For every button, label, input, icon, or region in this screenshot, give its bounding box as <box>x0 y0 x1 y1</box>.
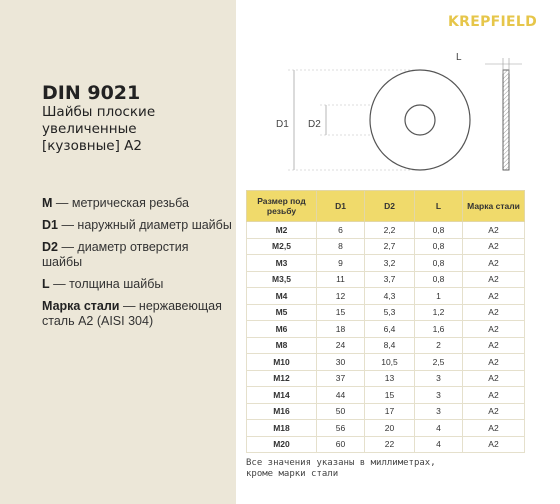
table-cell: 24 <box>317 337 365 354</box>
table-cell: 3 <box>415 370 463 387</box>
table-cell: 60 <box>317 436 365 453</box>
table-cell: 2,2 <box>365 222 415 239</box>
table-cell: A2 <box>463 387 525 404</box>
table-cell: 8 <box>317 238 365 255</box>
table-cell: A2 <box>463 337 525 354</box>
table-cell: 0,8 <box>415 271 463 288</box>
table-cell: M6 <box>247 321 317 338</box>
definition-desc: — диаметр отверстия шайбы <box>42 240 189 269</box>
column-header-d1: D1 <box>317 191 365 222</box>
subtitle-line: [кузовные] А2 <box>42 138 142 154</box>
definition-term: M <box>42 196 53 210</box>
definition-term: D2 <box>42 240 58 254</box>
table-cell: 2 <box>415 337 463 354</box>
definition-item <box>42 240 232 270</box>
definition-desc: — нержавеющая сталь A2 (AISI 304) <box>42 299 222 328</box>
left-panel <box>0 0 236 504</box>
table-cell: 50 <box>317 403 365 420</box>
table-cell: 17 <box>365 403 415 420</box>
table-row <box>247 222 525 239</box>
table-row <box>247 354 525 371</box>
brand-logo: KREPFIELD <box>448 14 538 30</box>
d2-label: D2 <box>308 119 321 130</box>
table-row <box>247 238 525 255</box>
table-cell: 2,5 <box>415 354 463 371</box>
table-cell: 0,8 <box>415 238 463 255</box>
table-cell: 18 <box>317 321 365 338</box>
table-row <box>247 370 525 387</box>
table-cell: A2 <box>463 370 525 387</box>
table-cell: 15 <box>365 387 415 404</box>
table-row <box>247 403 525 420</box>
table-row <box>247 304 525 321</box>
table-cell: 44 <box>317 387 365 404</box>
definition-term: D1 <box>42 218 58 232</box>
table-cell: A2 <box>463 403 525 420</box>
dimensions-table <box>246 190 525 453</box>
footnote <box>246 458 486 480</box>
table-cell: A2 <box>463 354 525 371</box>
definition-desc: — наружный диаметр шайбы <box>57 218 232 232</box>
table-cell: M4 <box>247 288 317 305</box>
table-cell: 3,7 <box>365 271 415 288</box>
table-cell: 22 <box>365 436 415 453</box>
definitions-list <box>42 196 232 336</box>
table-row <box>247 387 525 404</box>
table-cell: M10 <box>247 354 317 371</box>
table-cell: 3 <box>415 387 463 404</box>
table-cell: 9 <box>317 255 365 272</box>
table-cell: 20 <box>365 420 415 437</box>
table-cell: 37 <box>317 370 365 387</box>
table-cell: M3 <box>247 255 317 272</box>
table-cell: M12 <box>247 370 317 387</box>
table-cell: 56 <box>317 420 365 437</box>
table-cell: 11 <box>317 271 365 288</box>
table-cell: M2,5 <box>247 238 317 255</box>
table-cell: A2 <box>463 238 525 255</box>
subtitle-line: увеличенные <box>42 121 137 137</box>
footnote-line: Все значения указаны в миллиметрах, <box>246 458 436 468</box>
definition-term: Марка стали <box>42 299 120 313</box>
table-body <box>247 222 525 453</box>
table-cell: 15 <box>317 304 365 321</box>
definition-item <box>42 218 232 233</box>
table-header-row <box>247 191 525 222</box>
page-title: DIN 9021 <box>42 82 141 104</box>
table-cell: A2 <box>463 255 525 272</box>
definition-desc: — метрическая резьба <box>52 196 190 210</box>
column-header-steel: Марка стали <box>463 191 525 222</box>
table-row <box>247 255 525 272</box>
definition-item <box>42 196 232 211</box>
table-cell: 3,2 <box>365 255 415 272</box>
table-cell: M2 <box>247 222 317 239</box>
definition-item <box>42 277 232 292</box>
definition-desc: — толщина шайбы <box>49 277 164 291</box>
table-row <box>247 436 525 453</box>
table-cell: 4,3 <box>365 288 415 305</box>
table-cell: 30 <box>317 354 365 371</box>
table-cell: 1,6 <box>415 321 463 338</box>
table-cell: 6 <box>317 222 365 239</box>
table-cell: A2 <box>463 304 525 321</box>
table-cell: A2 <box>463 271 525 288</box>
table-cell: 4 <box>415 436 463 453</box>
table-cell: M14 <box>247 387 317 404</box>
table-cell: 6,4 <box>365 321 415 338</box>
page-subtitle <box>42 104 232 155</box>
table-cell: 3 <box>415 403 463 420</box>
table-cell: 5,3 <box>365 304 415 321</box>
table-cell: 1,2 <box>415 304 463 321</box>
table-cell: M5 <box>247 304 317 321</box>
table-cell: M8 <box>247 337 317 354</box>
table-row <box>247 288 525 305</box>
table-cell: 1 <box>415 288 463 305</box>
table-cell: A2 <box>463 222 525 239</box>
table-cell: A2 <box>463 420 525 437</box>
table-cell: 8,4 <box>365 337 415 354</box>
subtitle-line: Шайбы плоские <box>42 104 156 120</box>
table-cell: 0,8 <box>415 222 463 239</box>
table-cell: 0,8 <box>415 255 463 272</box>
table-cell: 13 <box>365 370 415 387</box>
table-row <box>247 271 525 288</box>
table-cell: M20 <box>247 436 317 453</box>
table-cell: A2 <box>463 321 525 338</box>
d1-label: D1 <box>276 119 289 130</box>
definition-item <box>42 299 232 329</box>
washer-hole-circle <box>405 105 435 135</box>
washer-side-view <box>503 70 509 170</box>
footnote-line: кроме марки стали <box>246 469 339 479</box>
column-header-size: Размер под резьбу <box>247 191 317 222</box>
table-row <box>247 420 525 437</box>
definition-term: L <box>42 277 50 291</box>
table-cell: 12 <box>317 288 365 305</box>
table-cell: 10,5 <box>365 354 415 371</box>
table-row <box>247 337 525 354</box>
column-header-d2: D2 <box>365 191 415 222</box>
table-cell: 2,7 <box>365 238 415 255</box>
table-row <box>247 321 525 338</box>
washer-diagram <box>260 50 530 180</box>
l-label: L <box>456 52 462 63</box>
table-cell: 4 <box>415 420 463 437</box>
column-header-l: L <box>415 191 463 222</box>
table-cell: M16 <box>247 403 317 420</box>
table-cell: M3,5 <box>247 271 317 288</box>
table-cell: M18 <box>247 420 317 437</box>
table-cell: A2 <box>463 288 525 305</box>
table-cell: A2 <box>463 436 525 453</box>
